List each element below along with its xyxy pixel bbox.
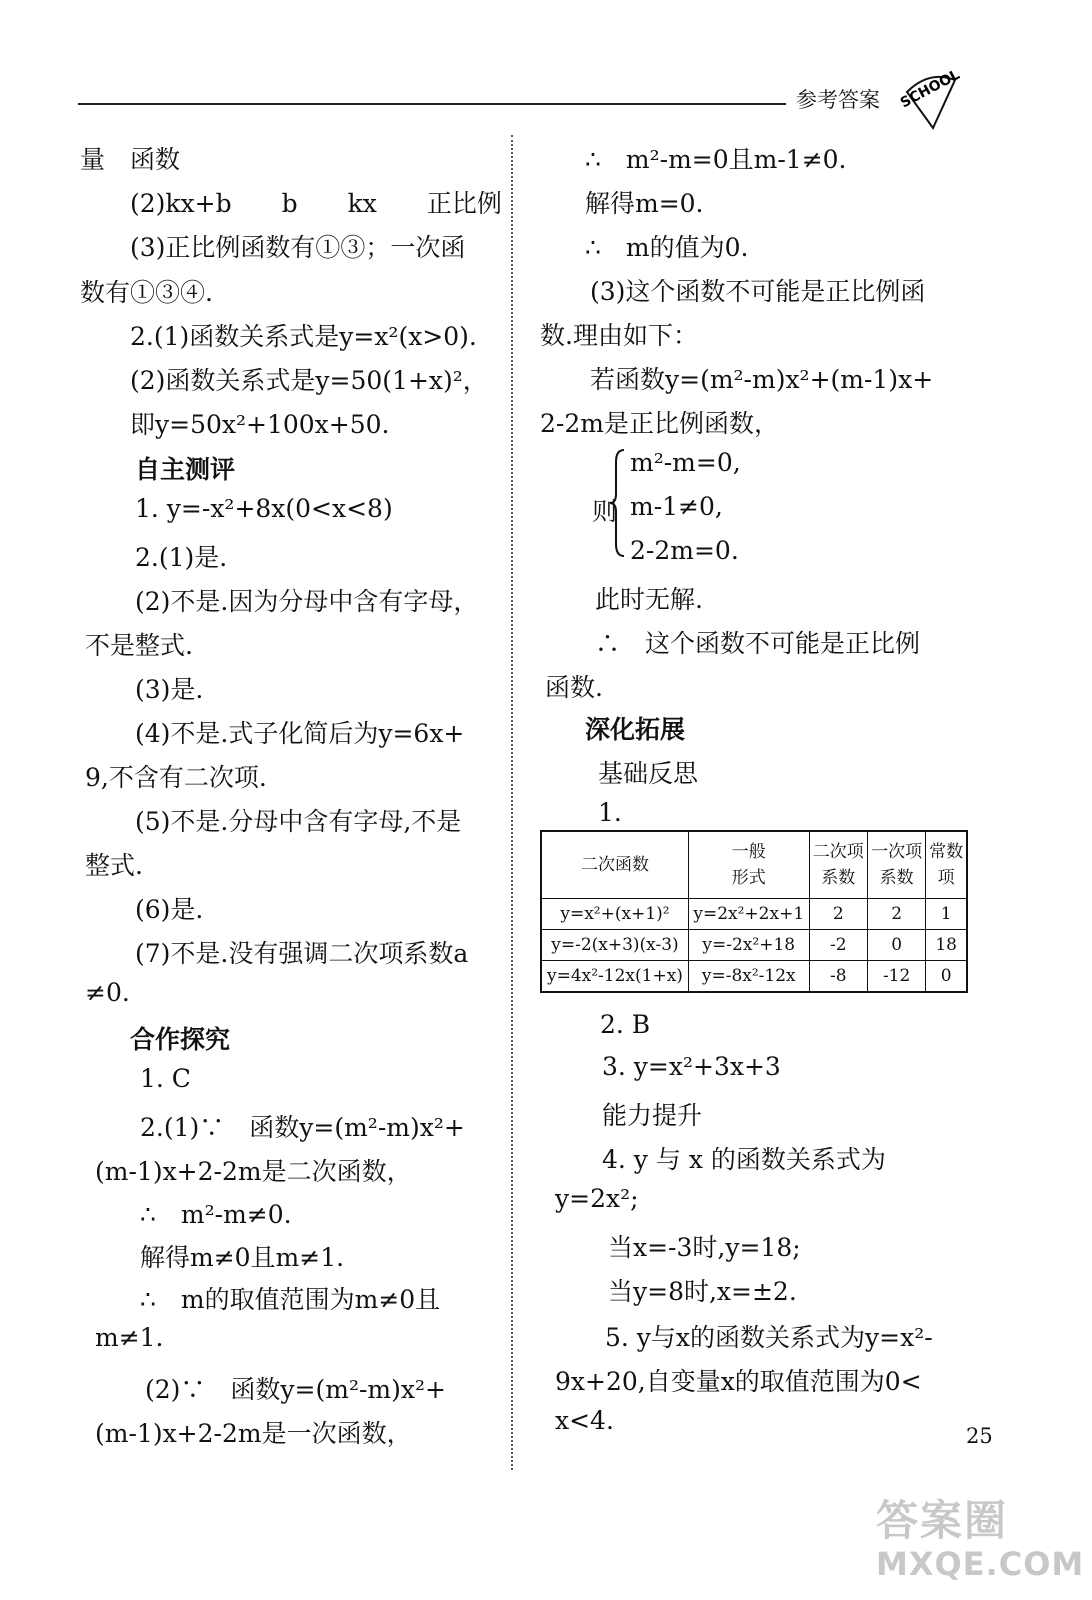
text-line: (4)不是.式子化简后为y=6x+: [135, 719, 465, 748]
text-line: (2)不是.因为分母中含有字母，: [135, 587, 479, 616]
table-cell: 2: [867, 899, 925, 930]
text-line: ≠0.: [85, 978, 130, 1007]
text-line: 9x+20,自变量x的取值范围为0<: [555, 1367, 922, 1396]
text-line: (7)不是.没有强调二次项系数a: [135, 939, 469, 968]
table-cell: 0: [926, 961, 967, 993]
text-line: 1.: [598, 798, 622, 827]
table-cell: y=-8x²-12x: [688, 961, 809, 993]
text-line: (2)kx+b b kx 正比例: [130, 189, 502, 218]
text-line: 4. y 与 x 的函数关系式为: [602, 1145, 886, 1174]
header-rule: [78, 103, 786, 105]
text-line: 5. y与x的函数关系式为y=x²-: [605, 1323, 933, 1352]
text-line: 当x=-3时,y=18;: [608, 1233, 801, 1262]
text-line: 9,不含有二次项.: [85, 763, 267, 792]
left-brace-icon: [608, 448, 626, 558]
text-line: ∴ m的取值范围为m≠0且: [140, 1285, 441, 1314]
text-line: (2)函数关系式是y=50(1+x)²，: [130, 366, 488, 395]
text-line: (3)这个函数不可能是正比例函: [590, 277, 926, 306]
text-line: x<4.: [555, 1406, 614, 1435]
text-line: 1. y=-x²+8x(0<x<8): [135, 494, 393, 523]
watermark-logo: 答案圈: [876, 1496, 1009, 1545]
text-line: (3)是.: [135, 675, 204, 704]
badge-text: SCHOOL: [897, 66, 963, 112]
table-header-cell: 二次项 系数: [809, 831, 867, 899]
table-cell: y=-2(x+3)(x-3): [541, 930, 688, 961]
table-cell: 0: [867, 930, 925, 961]
column-divider: [511, 135, 513, 1470]
text-line: 2.(1)∵ 函数y=(m²-m)x²+: [140, 1113, 465, 1142]
text-line: 基础反思: [598, 759, 699, 788]
text-line: m≠1.: [95, 1323, 164, 1352]
text-line: ∴ 这个函数不可能是正比例: [595, 629, 921, 658]
table-row: [541, 899, 967, 930]
text-line: 1. C: [140, 1064, 191, 1093]
table-header-cell: 一次项 系数: [867, 831, 925, 899]
text-line: 数有①③④.: [80, 278, 213, 307]
table-row: [541, 930, 967, 961]
answer-table: [540, 830, 968, 993]
table-cell: -8: [809, 961, 867, 993]
table-header-row: [541, 831, 967, 899]
table-cell: 2: [809, 899, 867, 930]
table-header-cell: 二次函数: [541, 831, 688, 899]
table-cell: -2: [809, 930, 867, 961]
text-line: 2.(1)函数关系式是y=x²(x>0).: [130, 322, 477, 351]
watermark-url: MXQE.COM: [876, 1545, 1085, 1583]
table-body: [541, 899, 967, 993]
text-line: ∴ m²-m=0且m-1≠0.: [585, 145, 847, 174]
text-line: 函数.: [545, 673, 603, 702]
text-line: (m-1)x+2-2m是二次函数，: [95, 1157, 412, 1186]
text-line: 2. B: [600, 1010, 651, 1039]
text-line: 量 函数: [80, 145, 181, 174]
text-line: 不是整式.: [85, 631, 193, 660]
table-cell: y=-2x²+18: [688, 930, 809, 961]
table-cell: y=2x²+2x+1: [688, 899, 809, 930]
text-line: 深化拓展: [585, 715, 686, 744]
header-label: 参考答案: [796, 88, 880, 112]
text-line: 数.理由如下：: [540, 321, 698, 350]
text-line: ∴ m的值为0.: [585, 233, 749, 262]
text-line: y=2x²;: [555, 1184, 639, 1213]
text-line: 合作探究: [130, 1025, 231, 1054]
school-badge-icon: [893, 62, 965, 132]
table-header-cell: 常数 项: [926, 831, 967, 899]
text-line: 自主测评: [135, 455, 236, 484]
text-line: 解得m=0.: [585, 189, 704, 218]
text-line: m²-m=0,: [630, 448, 741, 477]
text-line: (m-1)x+2-2m是一次函数，: [95, 1419, 412, 1448]
text-line: (5)不是.分母中含有字母,不是: [135, 807, 462, 836]
table-cell: 18: [926, 930, 967, 961]
table-header-cell: 一般 形式: [688, 831, 809, 899]
text-line: 整式.: [85, 851, 143, 880]
text-line: 2-2m是正比例函数，: [540, 409, 779, 438]
text-line: (6)是.: [135, 895, 204, 924]
text-line: 2-2m=0.: [630, 536, 739, 565]
text-line: 则: [592, 497, 618, 526]
text-line: 2.(1)是.: [135, 543, 228, 572]
text-line: 能力提升: [602, 1101, 703, 1130]
table-cell: 1: [926, 899, 967, 930]
text-line: 解得m≠0且m≠1.: [140, 1243, 345, 1272]
table-row: [541, 961, 967, 993]
table-cell: y=4x²-12x(1+x): [541, 961, 688, 993]
text-line: (2)∵ 函数y=(m²-m)x²+: [145, 1375, 446, 1404]
page-number: 25: [966, 1424, 993, 1448]
text-line: 若函数y=(m²-m)x²+(m-1)x+: [590, 365, 934, 394]
text-line: 当y=8时,x=±2.: [608, 1277, 797, 1306]
text-line: (3)正比例函数有①③；一次函: [130, 233, 466, 262]
text-line: 3. y=x²+3x+3: [602, 1052, 781, 1081]
table-cell: y=x²+(x+1)²: [541, 899, 688, 930]
text-line: 此时无解.: [595, 585, 703, 614]
text-line: 即y=50x²+100x+50.: [130, 410, 390, 439]
text-line: m-1≠0,: [630, 492, 723, 521]
text-line: ∴ m²-m≠0.: [140, 1200, 292, 1229]
table-cell: -12: [867, 961, 925, 993]
